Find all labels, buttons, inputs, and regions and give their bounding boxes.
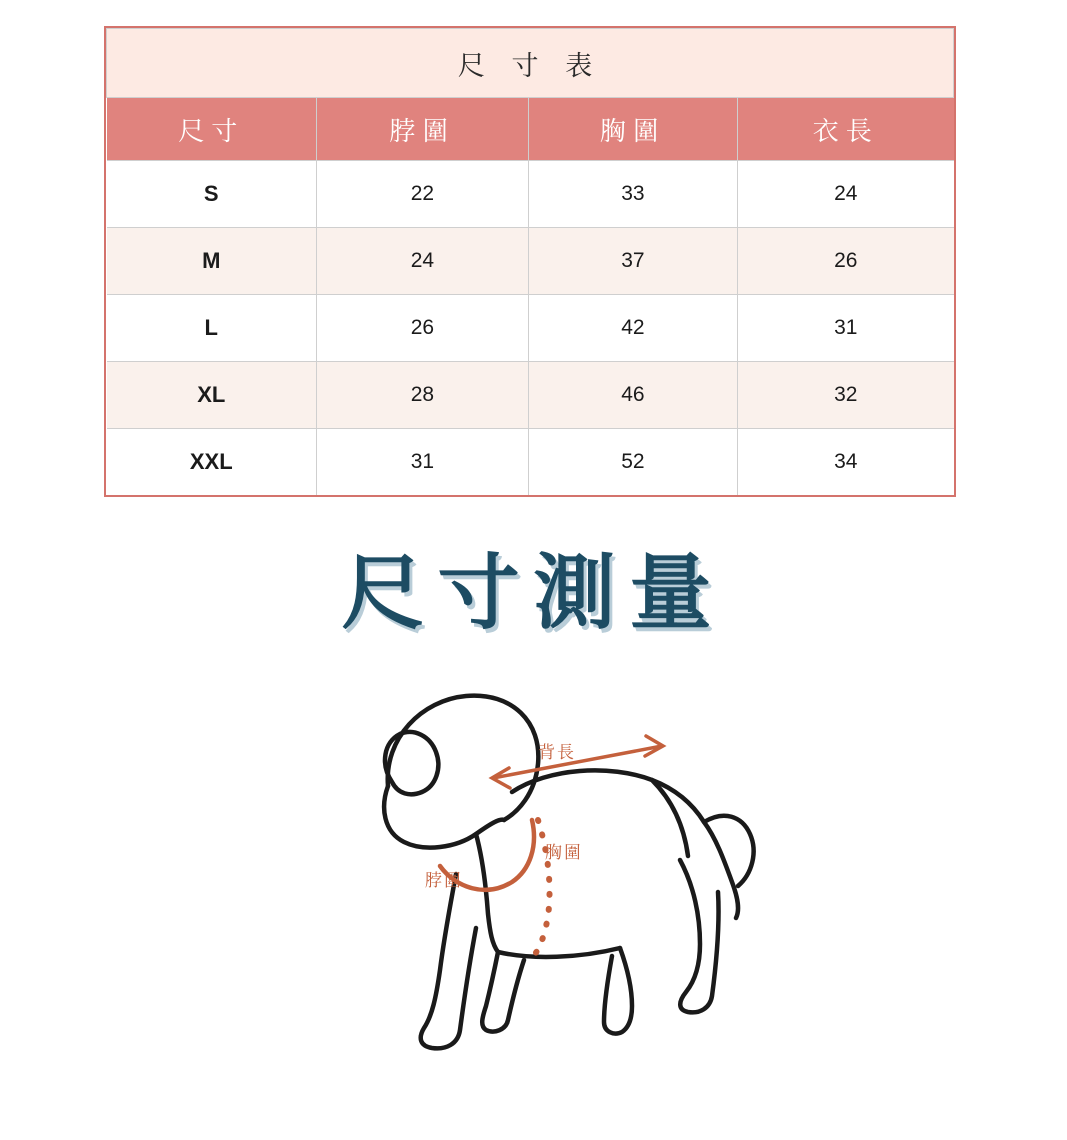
section-heading: 尺寸測量 [341, 548, 726, 639]
annotation-back-length: 背長 [538, 743, 576, 762]
column-header-chest: 胸圍 [528, 98, 737, 161]
table-header-row [107, 98, 954, 161]
dog-hind-leg-outline [604, 948, 632, 1034]
cell-neck: 28 [317, 362, 529, 429]
dog-measurement-diagram [280, 660, 800, 1080]
cell-neck: 31 [317, 429, 529, 496]
cell-length: 24 [738, 161, 954, 228]
cell-chest: 37 [528, 228, 737, 295]
cell-chest: 42 [528, 295, 737, 362]
cell-length: 26 [738, 228, 954, 295]
dog-hind-leg-second-outline [680, 860, 719, 1012]
cell-size: L [107, 295, 317, 362]
table-row [107, 295, 954, 362]
table-row [107, 228, 954, 295]
annotation-chest-girth: 胸圍 [545, 843, 583, 862]
column-header-size: 尺寸 [107, 98, 317, 161]
dog-front-leg-second-outline [482, 952, 524, 1032]
cell-chest: 52 [528, 429, 737, 496]
table-title-row [107, 29, 954, 98]
dog-illustration-svg [280, 660, 800, 1080]
dog-front-leg-outline [421, 874, 476, 1048]
dog-ear-outline [385, 732, 438, 794]
cell-length: 31 [738, 295, 954, 362]
table-row [107, 161, 954, 228]
column-header-neck: 脖圍 [317, 98, 529, 161]
cell-neck: 22 [317, 161, 529, 228]
table-row [107, 362, 954, 429]
dog-rear-outline [652, 780, 688, 856]
dog-belly-outline [498, 948, 620, 957]
back-length-arrow [492, 736, 663, 788]
dog-muzzle-outline [384, 786, 504, 848]
cell-chest: 46 [528, 362, 737, 429]
cell-size: XXL [107, 429, 317, 496]
cell-size: S [107, 161, 317, 228]
cell-length: 34 [738, 429, 954, 496]
cell-length: 32 [738, 362, 954, 429]
size-table-container [104, 26, 956, 497]
annotation-neck-girth: 脖圍 [425, 871, 463, 890]
cell-size: M [107, 228, 317, 295]
cell-neck: 24 [317, 228, 529, 295]
table-title: 尺 寸 表 [107, 29, 954, 98]
cell-neck: 26 [317, 295, 529, 362]
dog-head-outline [388, 696, 539, 820]
cell-chest: 33 [528, 161, 737, 228]
table-row [107, 429, 954, 496]
column-header-length: 衣長 [738, 98, 954, 161]
size-table [106, 28, 954, 495]
dog-chest-outline [476, 834, 498, 952]
dog-tail-inner-outline [704, 822, 738, 918]
cell-size: XL [107, 362, 317, 429]
